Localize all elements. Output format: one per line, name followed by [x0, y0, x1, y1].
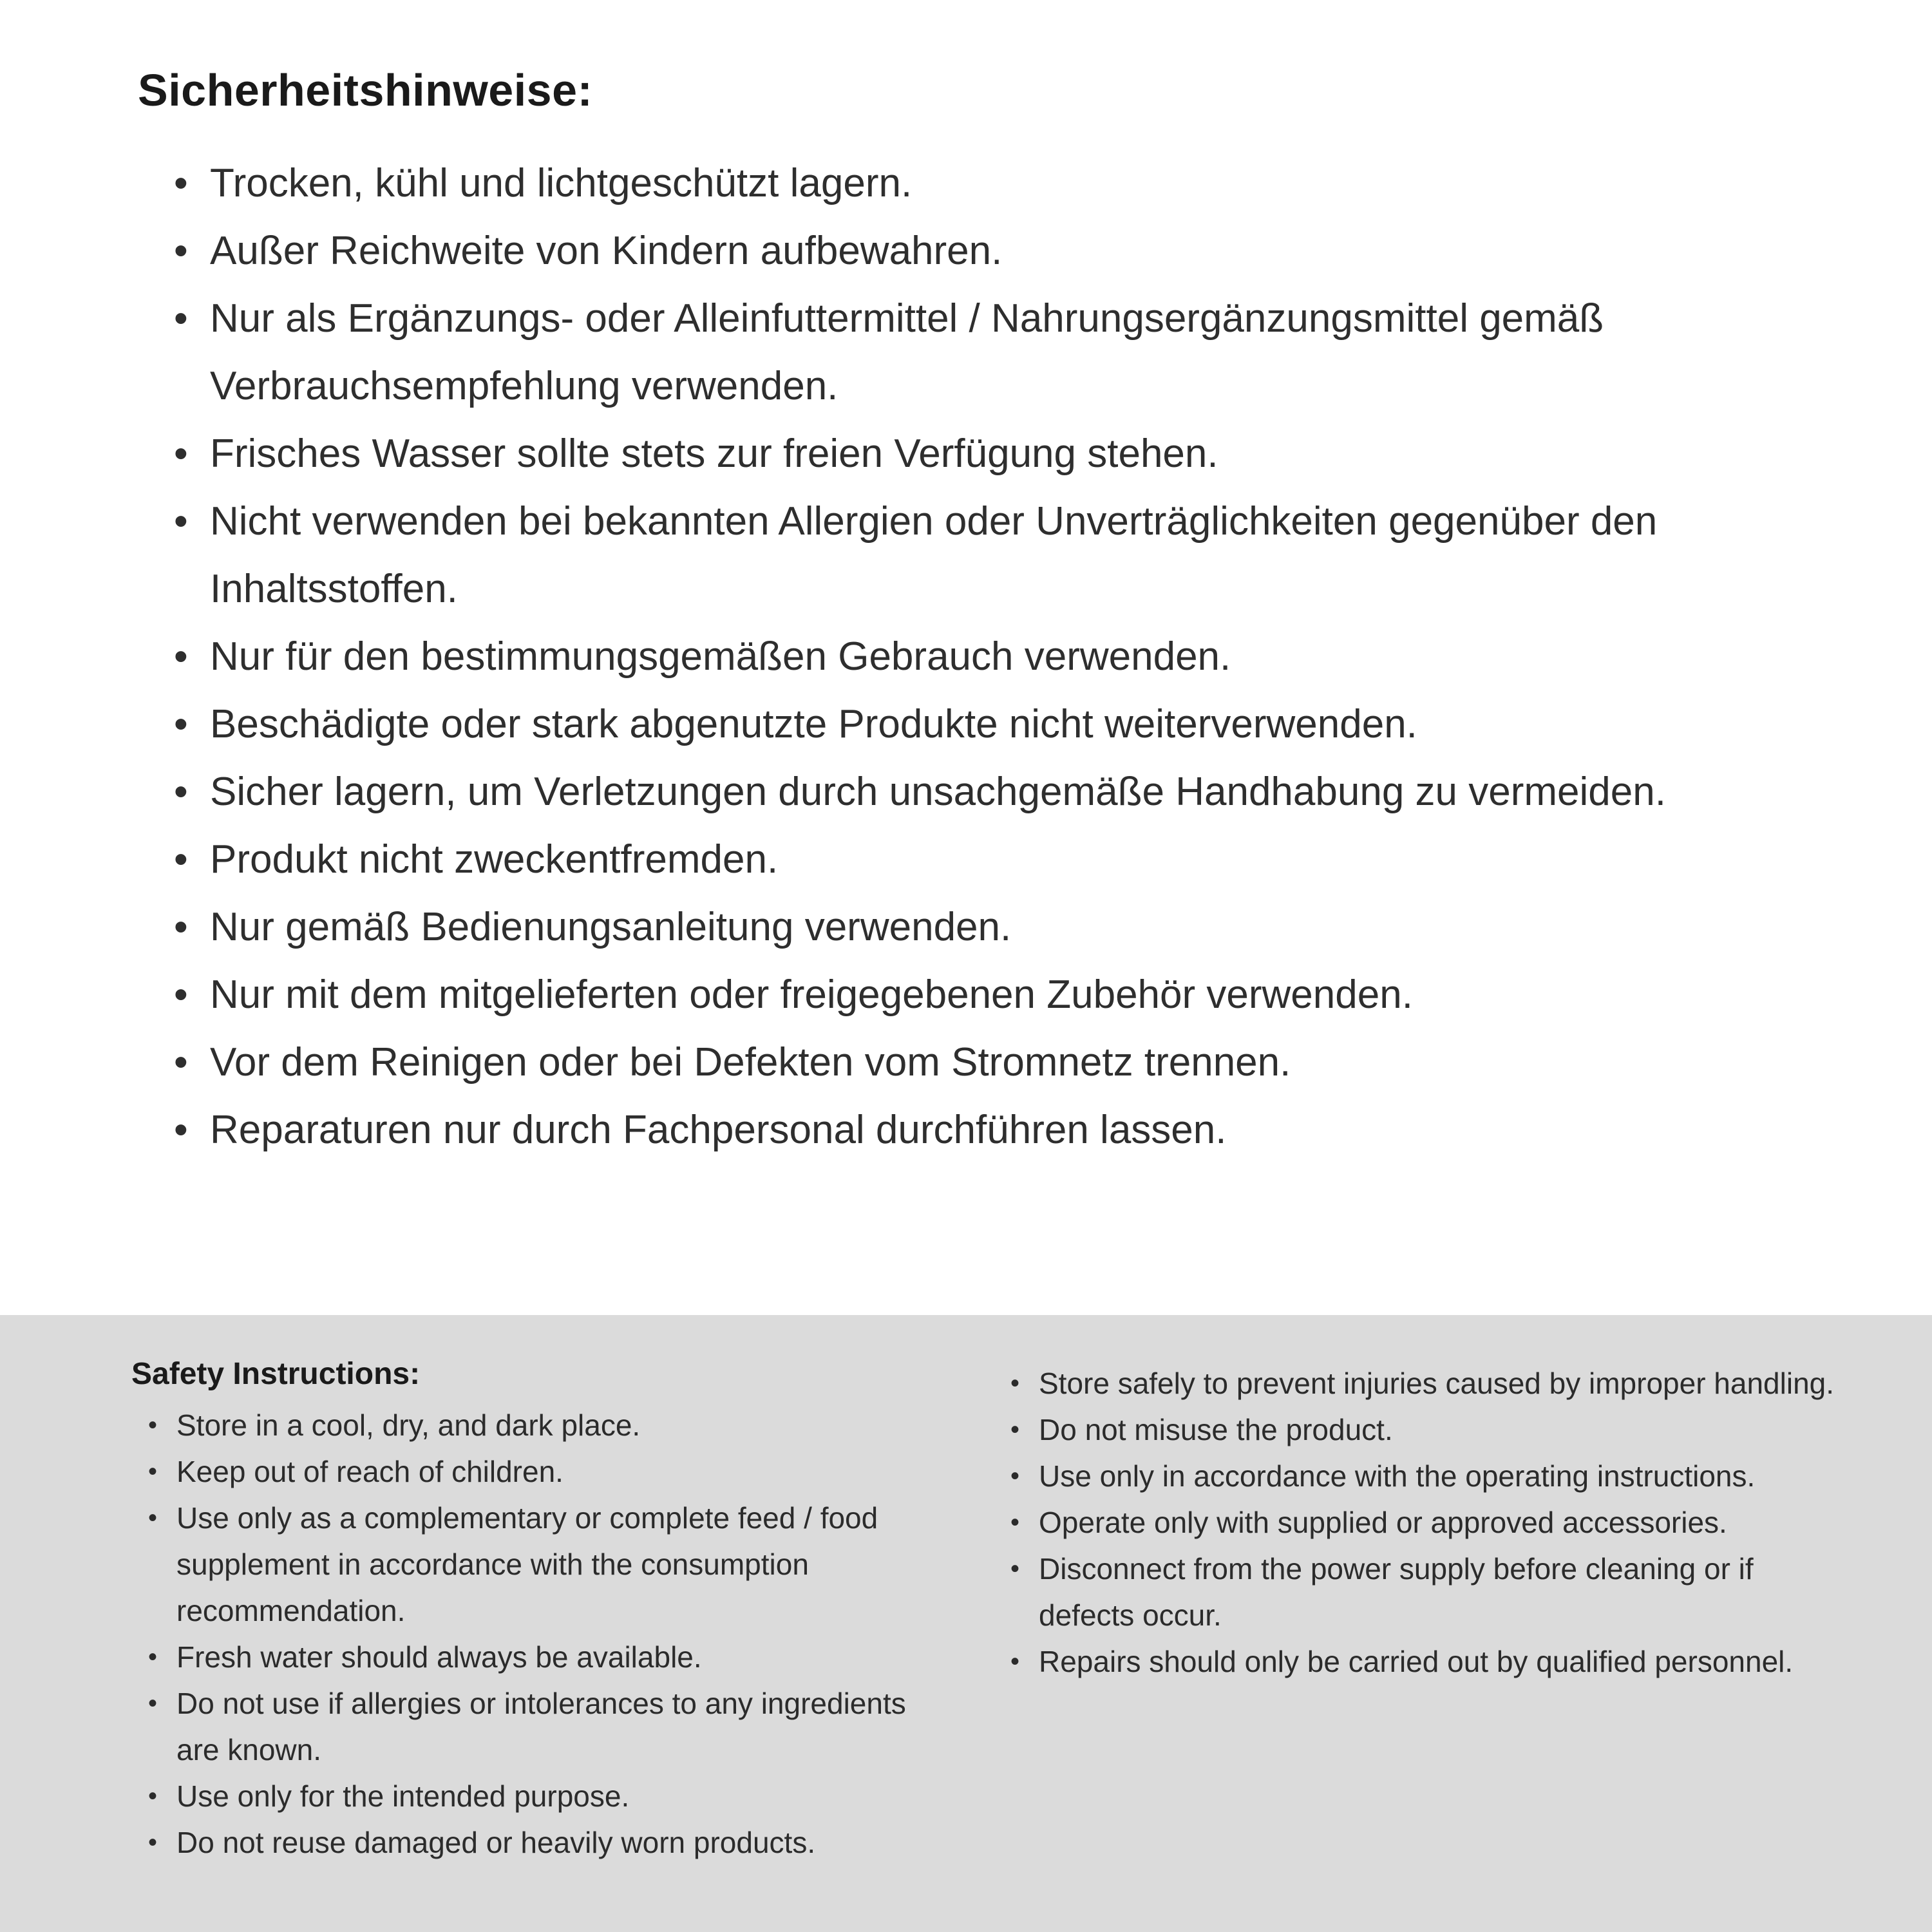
- list-item: • Keep out of reach of children.: [148, 1448, 956, 1495]
- list-item: • Repairs should only be carried out by qualified personnel.: [1010, 1638, 1835, 1685]
- list-item: • Frisches Wasser sollte stets zur freien Verfügung stehen.: [174, 420, 1803, 488]
- list-item: • Produkt nicht zweckentfremden.: [174, 826, 1803, 893]
- list-item: • Vor dem Reinigen oder bei Defekten vom Stromnetz trennen.: [174, 1028, 1803, 1096]
- english-safety-section: [0, 1315, 1932, 1932]
- list-item: • Trocken, kühl und lichtgeschützt lagern.: [174, 149, 1803, 217]
- english-left-column: [131, 1356, 956, 1893]
- german-section-title: Sicherheitshinweise:: [138, 65, 593, 115]
- english-safety-list-right: [1010, 1360, 1835, 1685]
- english-safety-list-left: [148, 1402, 956, 1866]
- list-item: • Nicht verwenden bei bekannten Allergien oder Unverträglichkeiten gegenüber den Inhaltsstoffen.: [174, 488, 1803, 623]
- list-item: • Sicher lagern, um Verletzungen durch unsachgemäße Handhabung zu vermeiden.: [174, 758, 1803, 826]
- english-section-title: Safety Instructions:: [131, 1357, 421, 1391]
- list-item: • Use only as a complementary or complete feed / food supplement in accordance with the consumption recommendation.: [148, 1495, 956, 1634]
- list-item: • Fresh water should always be available.: [148, 1634, 956, 1680]
- list-item: • Nur gemäß Bedienungsanleitung verwenden.: [174, 893, 1803, 961]
- english-right-column: [1010, 1356, 1835, 1893]
- german-safety-list: [174, 149, 1803, 1164]
- list-item: • Store in a cool, dry, and dark place.: [148, 1402, 956, 1448]
- list-item: • Store safely to prevent injuries caused by improper handling.: [1010, 1360, 1835, 1406]
- list-item: • Nur mit dem mitgelieferten oder freigegebenen Zubehör verwenden.: [174, 961, 1803, 1028]
- list-item: • Use only in accordance with the operating instructions.: [1010, 1453, 1835, 1499]
- list-item: • Nur als Ergänzungs- oder Alleinfuttermittel / Nahrungsergänzungsmittel gemäß Verbrauchsempfehlung verwenden.: [174, 285, 1803, 420]
- list-item: • Do not misuse the product.: [1010, 1406, 1835, 1453]
- list-item: • Reparaturen nur durch Fachpersonal durchführen lassen.: [174, 1096, 1803, 1164]
- list-item: • Do not reuse damaged or heavily worn products.: [148, 1819, 956, 1866]
- list-item: • Operate only with supplied or approved accessories.: [1010, 1499, 1835, 1546]
- list-item: • Beschädigte oder stark abgenutzte Produkte nicht weiterverwenden.: [174, 690, 1803, 758]
- list-item: • Disconnect from the power supply before cleaning or if defects occur.: [1010, 1546, 1835, 1638]
- list-item: • Außer Reichweite von Kindern aufbewahren.: [174, 217, 1803, 285]
- list-item: • Do not use if allergies or intolerances to any ingredients are known.: [148, 1680, 956, 1773]
- list-item: • Use only for the intended purpose.: [148, 1773, 956, 1819]
- list-item: • Nur für den bestimmungsgemäßen Gebrauch verwenden.: [174, 623, 1803, 690]
